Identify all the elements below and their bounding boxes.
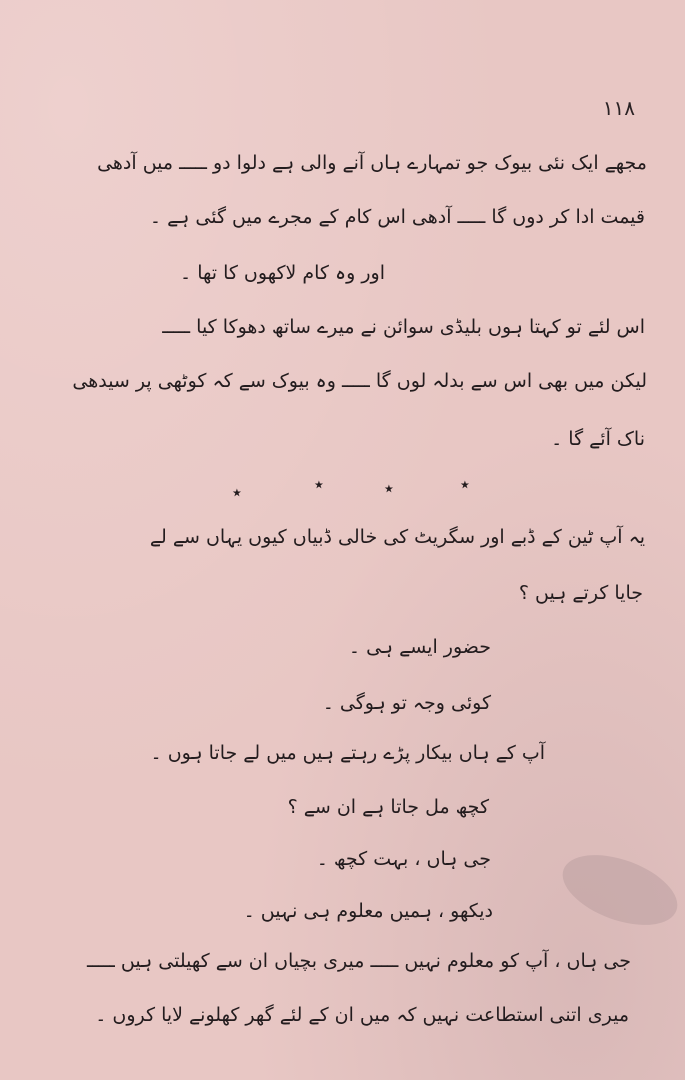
separator-star: ٭ — [232, 482, 242, 503]
text-line-15: جی ہاں ، آپ کو معلوم نہیں ـــــ میری بچیاں ان سے کھیلتی ہیں ـــــ — [87, 950, 631, 972]
text-line-1: مجھے ایک نئی بیوک جو تمہارے ہاں آنے والی ہے دلوا دو ـــــ میں آدھی — [97, 152, 647, 174]
text-line-8: جایا کرتے ہیں ؟ — [518, 582, 643, 604]
text-line-13: جی ہاں ، بہت کچھ ۔ — [316, 848, 491, 870]
text-line-3: اور وہ کام لاکھوں کا تھا ۔ — [180, 262, 385, 284]
separator-star: ٭ — [384, 478, 394, 499]
text-line-16: میری اتنی استطاعت نہیں کہ میں ان کے لئے گھر کھلونے لایا کروں ۔ — [95, 1004, 629, 1026]
text-line-10: کوئی وجہ تو ہوگی ۔ — [322, 692, 491, 714]
text-line-14: دیکھو ، ہمیں معلوم ہی نہیں ۔ — [243, 900, 493, 922]
page-stain — [553, 841, 685, 938]
text-line-9: حضور ایسے ہی ۔ — [348, 636, 491, 658]
text-line-4: اس لئے تو کہتا ہوں بلیڈی سوائن نے میرے ساتھ دھوکا کیا ـــــ — [162, 316, 645, 338]
text-line-7: یہ آپ ٹین کے ڈبے اور سگریٹ کی خالی ڈبیاں کیوں یہاں سے لے — [149, 526, 645, 548]
separator-star: ٭ — [460, 474, 470, 495]
text-line-11: آپ کے ہاں بیکار پڑے رہتے ہیں میں لے جاتا ہوں ۔ — [150, 742, 545, 764]
text-line-6: ناک آئے گا ۔ — [551, 428, 645, 450]
text-line-5: لیکن میں بھی اس سے بدلہ لوں گا ـــــ وہ بیوک سے کہ کوٹھی پر سیدھی — [72, 370, 647, 392]
text-line-12: کچھ مل جاتا ہے ان سے ؟ — [287, 796, 489, 818]
text-line-2: قیمت ادا کر دوں گا ـــــ آدھی اس کام کے مجرے میں گئی ہے ۔ — [149, 206, 645, 228]
section-separator — [0, 474, 685, 504]
page-number: ۱۱۸ — [602, 96, 635, 120]
separator-star: ٭ — [314, 474, 324, 495]
